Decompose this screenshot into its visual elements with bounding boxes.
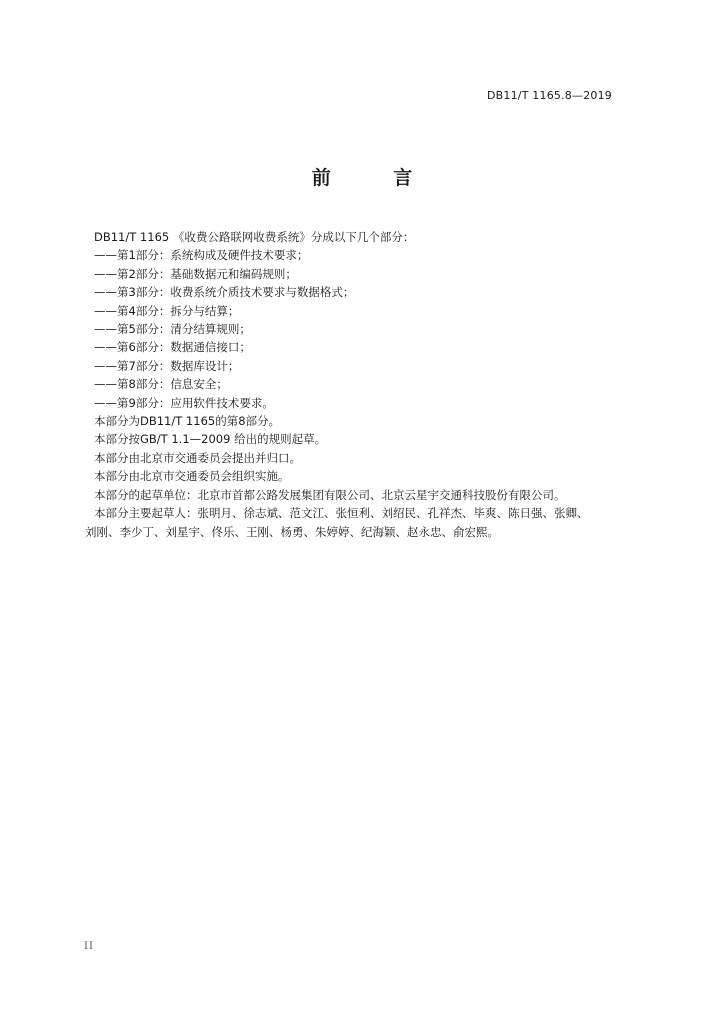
page-number: II: [84, 941, 94, 952]
part-list-item: ——第1部分：系统构成及硬件技术要求；: [94, 248, 309, 263]
part-list-item: ——第5部分：清分结算规则；: [94, 322, 251, 337]
part-list-item: ——第4部分：拆分与结算；: [94, 303, 240, 318]
statement-paragraph: 本部分由北京市交通委员会组织实施。: [94, 469, 290, 484]
statement-paragraph: 本部分由北京市交通委员会提出并归口。: [94, 450, 301, 465]
page-title: 前 言: [311, 167, 441, 189]
statement-paragraph: 本部分的起草单位：北京市首都公路发展集团有限公司、北京云星宇交通科技股份有限公司。: [94, 487, 566, 502]
drafters-paragraph-continuation: 刘刚、李少丁、刘星宇、佟乐、王刚、杨勇、朱婷婷、纪海颖、赵永忠、俞宏熙。: [85, 524, 499, 539]
part-list-item: ——第9部分：应用软件技术要求。: [94, 395, 274, 410]
part-list-item: ——第8部分：信息安全；: [94, 377, 228, 392]
part-list-item: ——第2部分：基础数据元和编码规则；: [94, 266, 297, 281]
part-list-item: ——第3部分：收费系统介质技术要求与数据格式；: [94, 285, 355, 300]
drafters-paragraph: 本部分主要起草人：张明月、徐志斌、范文江、张恒利、刘绍民、孔祥杰、毕爽、陈日强、张卿、: [94, 506, 589, 521]
intro-paragraph: DB11/T 1165 《收费公路联网收费系统》分成以下几个部分：: [94, 230, 415, 244]
part-list-item: ——第6部分：数据通信接口；: [94, 340, 251, 355]
statement-paragraph: 本部分为DB11/T 1165的第8部分。: [94, 414, 281, 429]
document-code: DB11/T 1165.8—2019: [486, 89, 612, 102]
part-list-item: ——第7部分：数据库设计；: [94, 358, 240, 373]
preface-body: [85, 228, 654, 541]
statement-paragraph: 本部分按GB/T 1.1—2009 给出的规则起草。: [94, 432, 327, 447]
